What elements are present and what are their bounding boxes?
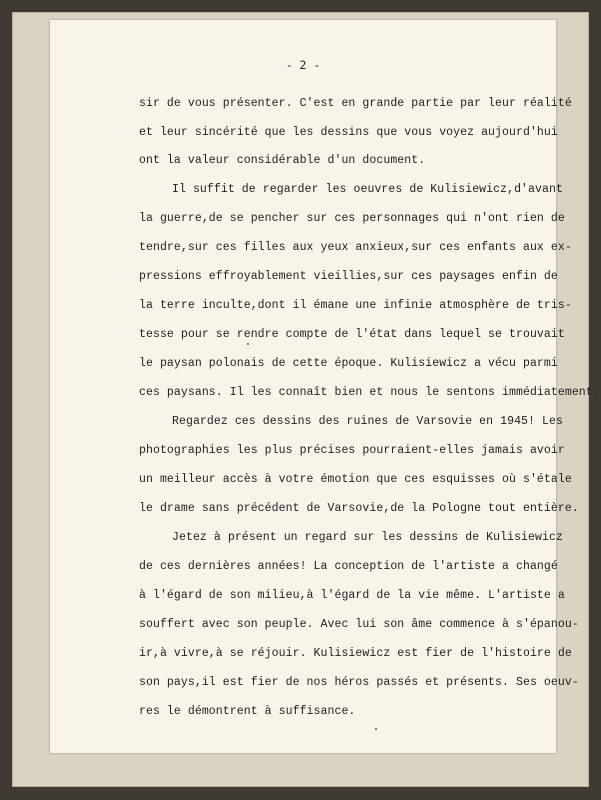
text-line: ces paysans. Il les connaît bien et nous le sentons immédiatement. [139,386,600,399]
text-line: ir,à vivre,à se réjouir. Kulisiewicz est fier de l'histoire de [139,647,572,660]
text-line: Il suffit de regarder les oeuvres de Kulisiewicz,d'avant [172,183,563,196]
page-number: - 2 - [285,58,321,72]
ink-speck [247,343,249,345]
text-line: ont la valeur considérable d'un document. [139,154,426,167]
text-line: sir de vous présenter. C'est en grande partie par leur réalité [139,97,572,110]
text-line: Jetez à présent un regard sur les dessins de Kulisiewicz [172,531,563,544]
text-line: de ces dernières années! La conception de l'artiste a changé [139,560,558,573]
text-line: res le démontrent à suffisance. [139,705,356,718]
text-line: un meilleur accès à votre émotion que ces esquisses où s'étale [139,473,572,486]
text-line: pressions effroyablement vieillies,sur ces paysages enfin de [139,270,558,283]
text-line: souffert avec son peuple. Avec lui son âme commence à s'épanou- [139,618,579,631]
text-line: son pays,il est fier de nos héros passés et présents. Ses oeuv- [139,676,579,689]
text-line: la terre inculte,dont il émane une infinie atmosphère de tris- [139,299,572,312]
text-line: le paysan polonais de cette époque. Kulisiewicz a vécu parmi [139,357,558,370]
text-line: Regardez ces dessins des ruines de Varsovie en 1945! Les [172,415,563,428]
text-line: photographies les plus précises pourraient-elles jamais avoir [139,444,565,457]
text-line: à l'égard de son milieu,à l'égard de la vie même. L'artiste a [139,589,565,602]
text-line: et leur sincérité que les dessins que vous voyez aujourd'hui [139,126,558,139]
text-line: tesse pour se rendre compte de l'état dans lequel se trouvait [139,328,565,341]
document-page [50,20,600,753]
text-line: le drame sans précédent de Varsovie,de la Pologne tout entière. [139,502,579,515]
text-line: la guerre,de se pencher sur ces personnages qui n'ont rien de [139,212,565,225]
ink-speck [375,728,377,730]
text-line: tendre,sur ces filles aux yeux anxieux,sur ces enfants aux ex- [139,241,572,254]
